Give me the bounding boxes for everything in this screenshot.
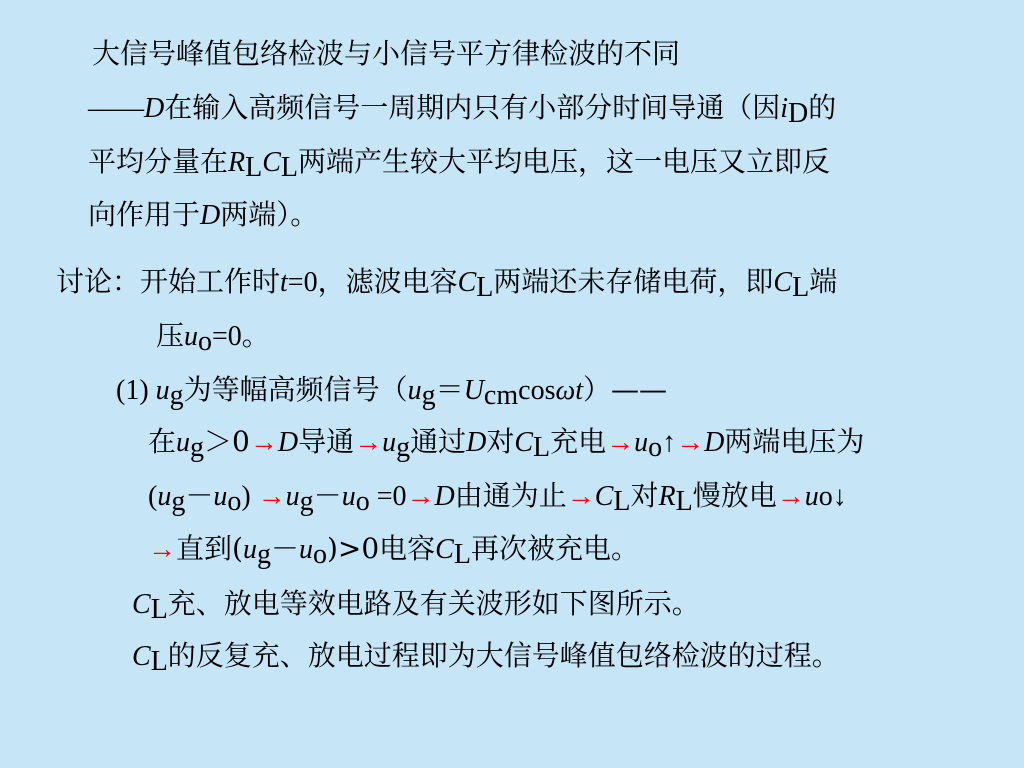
text: =0 [369, 481, 407, 512]
text: 两端还未存储电荷，即 [493, 265, 774, 298]
heading-line [92, 37, 681, 70]
text: =0，滤波电容 [287, 267, 458, 298]
text: － [313, 479, 342, 512]
subscript: cm [483, 380, 519, 411]
symbol-u: u [176, 427, 191, 458]
text: 对 [486, 425, 515, 458]
symbol-u: u [804, 481, 819, 512]
subscript: g [396, 432, 411, 463]
text: )>0电容 [326, 532, 436, 565]
text: =0。 [212, 321, 270, 352]
subscript: L [675, 486, 693, 517]
symbol-D: D [434, 481, 455, 512]
discussion-line2 [156, 319, 270, 357]
symbol-R: R [658, 481, 676, 512]
text: 端 [809, 265, 838, 298]
symbol-D: D [144, 93, 165, 124]
text: 慢放电 [692, 479, 777, 512]
arrow-icon: → [249, 427, 278, 458]
arrow-icon: → [606, 427, 635, 458]
text: 平均分量在 [88, 145, 229, 178]
symbol-t: t [280, 267, 288, 298]
symbol-u: u [407, 375, 422, 406]
text: 对 [630, 479, 659, 512]
subscript: L [476, 272, 494, 303]
arrow-icon: → [406, 481, 435, 512]
text: ＞0 [204, 425, 250, 458]
text: 在输入高频信号一周期内只有小部分时间导通（因 [164, 91, 781, 124]
symbol-u: u [634, 427, 649, 458]
symbol-u: u [298, 534, 313, 565]
text: 再次被充电。 [470, 532, 639, 565]
symbol-C: C [773, 267, 793, 298]
symbol-C: C [262, 147, 281, 178]
symbol-C: C [435, 534, 454, 565]
text: － [270, 532, 299, 565]
symbol-u: u [155, 375, 170, 406]
arrow-icon: → [148, 534, 176, 565]
text: 充电 [550, 425, 607, 458]
text: ＝ [435, 373, 464, 406]
text: 直到( [176, 532, 243, 565]
symbol-u: u [285, 481, 300, 512]
text: 在 [148, 425, 177, 458]
note2-line [132, 639, 840, 677]
text: 由通为止 [454, 479, 567, 512]
text: ）—— [583, 373, 668, 406]
subscript: L [245, 152, 263, 183]
subscript: o [648, 432, 663, 463]
arrow-icon: → [354, 427, 383, 458]
paragraph1-line1 [88, 91, 837, 129]
subscript: g [256, 539, 271, 570]
subscript: o [198, 326, 213, 357]
symbol-D: D [200, 200, 221, 231]
text: 充、放电等效电路及有关波形如下图所示。 [167, 587, 700, 620]
arrow-icon: → [257, 481, 286, 512]
symbol-D: D [466, 427, 487, 458]
subscript: o [355, 486, 370, 517]
subscript: g [190, 432, 205, 463]
text: 导通 [298, 425, 355, 458]
discussion-line1 [56, 265, 838, 303]
symbol-R: R [228, 147, 246, 178]
text: 两端产生较大平均电压，这一电压又立即反 [298, 145, 831, 178]
symbol-u: u [157, 481, 172, 512]
text: 通过 [410, 425, 467, 458]
text: 为等幅高频信号（ [183, 373, 408, 406]
subscript: L [453, 539, 471, 570]
text: 的反复充、放电过程即为大信号峰值包络检波的过程。 [167, 639, 840, 672]
subscript: g [171, 486, 186, 517]
paragraph1-line2 [88, 145, 831, 183]
subscript: g [299, 486, 314, 517]
symbol-D: D [277, 427, 299, 458]
heading-text: 大信号峰值包络检波与小信号平方律检波的不同 [92, 37, 681, 70]
arrow-icon: → [776, 481, 805, 512]
subscript: o [227, 486, 242, 517]
symbol-C: C [132, 589, 151, 620]
symbol-C: C [594, 481, 614, 512]
symbol-U: U [463, 375, 484, 406]
subscript: g [169, 380, 184, 411]
subscript: L [150, 594, 168, 625]
note1-line [132, 587, 700, 625]
subscript: L [533, 432, 551, 463]
text: (1) [116, 375, 156, 406]
subscript: o [312, 539, 327, 570]
subscript: L [280, 152, 299, 183]
subscript: L [150, 646, 168, 677]
symbol-u: u [382, 427, 397, 458]
up-arrow-icon: ↑ [662, 427, 677, 458]
symbol-omega-t: ωt [555, 375, 584, 406]
text: 向作用于 [88, 198, 201, 231]
text: ( [148, 481, 158, 512]
dash: —— [88, 93, 144, 124]
text: o↓ [818, 481, 847, 512]
arrow-icon: → [566, 481, 595, 512]
symbol-C: C [132, 641, 151, 672]
step3-line [148, 532, 639, 570]
text: 讨论：开始工作时 [56, 265, 281, 298]
symbol-u: u [213, 481, 228, 512]
text: 的 [808, 91, 837, 124]
text: ) [241, 481, 258, 512]
step1-line [148, 425, 865, 463]
symbol-C: C [514, 427, 534, 458]
arrow-icon: → [676, 427, 705, 458]
subscript: L [792, 272, 810, 303]
subscript: g [421, 380, 436, 411]
symbol-D: D [704, 427, 725, 458]
paragraph1-line3 [88, 198, 319, 231]
text: 压 [156, 319, 185, 352]
symbol-u: u [341, 481, 356, 512]
symbol-u: u [242, 534, 257, 565]
text: － [185, 479, 214, 512]
step2-line [148, 479, 847, 517]
text: 两端电压为 [724, 425, 865, 458]
subscript: L [613, 486, 631, 517]
subscript: D [788, 98, 809, 129]
symbol-C: C [457, 267, 477, 298]
text: cos [518, 375, 556, 406]
case1-line [116, 373, 668, 411]
symbol-i: i [780, 93, 789, 124]
symbol-u: u [184, 321, 199, 352]
text: 两端）。 [220, 198, 319, 231]
